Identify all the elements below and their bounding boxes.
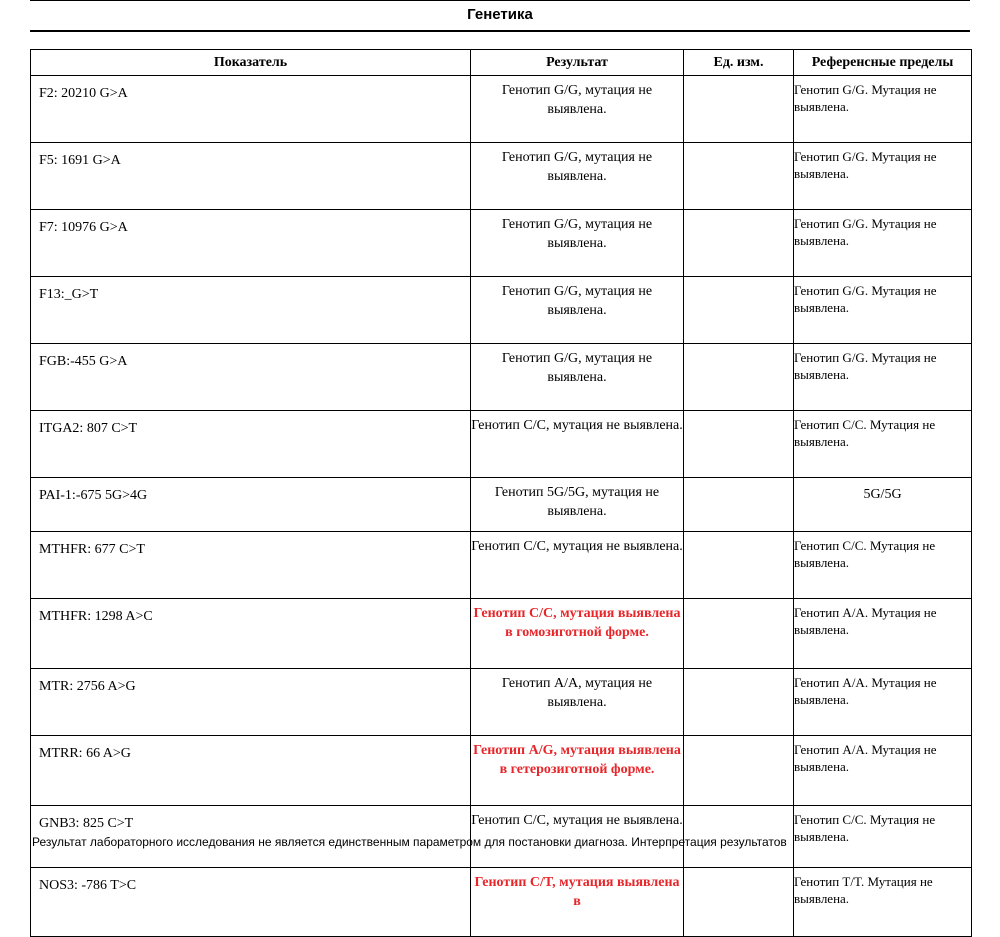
param-cell: MTHFR: 1298 A>C bbox=[31, 599, 471, 669]
reference-cell: Генотип G/G. Мутация не выявлена. bbox=[794, 344, 972, 411]
param-cell: MTRR: 66 A>G bbox=[31, 736, 471, 806]
top-rule bbox=[30, 0, 970, 1]
table-row bbox=[31, 478, 972, 532]
result-cell: Генотип G/G, мутация не выявлена. bbox=[471, 76, 684, 143]
reference-cell: Генотип C/C. Мутация не выявлена. bbox=[794, 411, 972, 478]
result-cell: Генотип C/C, мутация не выявлена. bbox=[471, 806, 684, 868]
unit-cell bbox=[684, 277, 794, 344]
reference-cell: Генотип G/G. Мутация не выявлена. bbox=[794, 277, 972, 344]
title-rule bbox=[30, 30, 970, 32]
result-cell: Генотип G/G, мутация не выявлена. bbox=[471, 277, 684, 344]
param-cell: NOS3: -786 T>C bbox=[31, 868, 471, 937]
unit-cell bbox=[684, 478, 794, 532]
reference-cell: Генотип C/C. Мутация не выявлена. bbox=[794, 532, 972, 599]
results-table bbox=[30, 49, 972, 937]
table-header-row bbox=[31, 50, 972, 76]
reference-cell: Генотип T/T. Мутация не выявлена. bbox=[794, 868, 972, 937]
param-cell: F5: 1691 G>A bbox=[31, 143, 471, 210]
header-unit: Ед. изм. bbox=[684, 50, 794, 76]
param-cell: F13:_G>T bbox=[31, 277, 471, 344]
table-row bbox=[31, 210, 972, 277]
result-cell: Генотип G/G, мутация не выявлена. bbox=[471, 344, 684, 411]
result-cell: Генотип C/C, мутация не выявлена. bbox=[471, 411, 684, 478]
result-cell: Генотип G/G, мутация не выявлена. bbox=[471, 210, 684, 277]
table-row bbox=[31, 532, 972, 599]
unit-cell bbox=[684, 210, 794, 277]
unit-cell bbox=[684, 599, 794, 669]
param-cell: F2: 20210 G>A bbox=[31, 76, 471, 143]
table-row bbox=[31, 143, 972, 210]
reference-cell: 5G/5G bbox=[794, 478, 972, 532]
result-cell-flagged: Генотип C/T, мутация выявлена в bbox=[471, 868, 684, 937]
header-param: Показатель bbox=[31, 50, 471, 76]
table-row bbox=[31, 669, 972, 736]
unit-cell bbox=[684, 344, 794, 411]
reference-cell: Генотип G/G. Мутация не выявлена. bbox=[794, 76, 972, 143]
reference-cell: Генотип A/A. Мутация не выявлена. bbox=[794, 736, 972, 806]
unit-cell bbox=[684, 532, 794, 599]
table-row bbox=[31, 868, 972, 937]
result-cell: Генотип G/G, мутация не выявлена. bbox=[471, 143, 684, 210]
table-row bbox=[31, 411, 972, 478]
param-cell: PAI-1:-675 5G>4G bbox=[31, 478, 471, 532]
result-cell-flagged: Генотип С/С, мутация выявлена в гомозиготной форме. bbox=[471, 599, 684, 669]
table-row bbox=[31, 599, 972, 669]
param-cell: MTR: 2756 A>G bbox=[31, 669, 471, 736]
header-reference: Референсные пределы bbox=[794, 50, 972, 76]
result-cell: Генотип A/A, мутация не выявлена. bbox=[471, 669, 684, 736]
result-cell: Генотип 5G/5G, мутация не выявлена. bbox=[471, 478, 684, 532]
unit-cell bbox=[684, 669, 794, 736]
unit-cell bbox=[684, 868, 794, 937]
reference-cell: Генотип A/A. Мутация не выявлена. bbox=[794, 669, 972, 736]
reference-cell: Генотип G/G. Мутация не выявлена. bbox=[794, 210, 972, 277]
result-cell: Генотип C/C, мутация не выявлена. bbox=[471, 532, 684, 599]
reference-cell: Генотип G/G. Мутация не выявлена. bbox=[794, 143, 972, 210]
unit-cell bbox=[684, 411, 794, 478]
table-row bbox=[31, 344, 972, 411]
section-title: Генетика bbox=[467, 6, 533, 23]
table-row bbox=[31, 76, 972, 143]
unit-cell bbox=[684, 76, 794, 143]
table-row bbox=[31, 277, 972, 344]
param-cell: ITGA2: 807 C>T bbox=[31, 411, 471, 478]
result-cell-flagged: Генотип A/G, мутация выявлена в гетерозиготной форме. bbox=[471, 736, 684, 806]
footer-note: Результат лабораторного исследования не является единственным параметром для постановки диагноза. Интерпретация результатов bbox=[32, 835, 787, 849]
param-cell: GNB3: 825 C>T bbox=[31, 806, 471, 868]
reference-cell: Генотип A/A. Мутация не выявлена. bbox=[794, 599, 972, 669]
param-cell: F7: 10976 G>A bbox=[31, 210, 471, 277]
unit-cell bbox=[684, 736, 794, 806]
param-cell: FGB:-455 G>A bbox=[31, 344, 471, 411]
param-cell: MTHFR: 677 C>T bbox=[31, 532, 471, 599]
reference-cell: Генотип C/C. Мутация не выявлена. bbox=[794, 806, 972, 868]
header-result: Результат bbox=[471, 50, 684, 76]
table-row bbox=[31, 736, 972, 806]
unit-cell bbox=[684, 143, 794, 210]
